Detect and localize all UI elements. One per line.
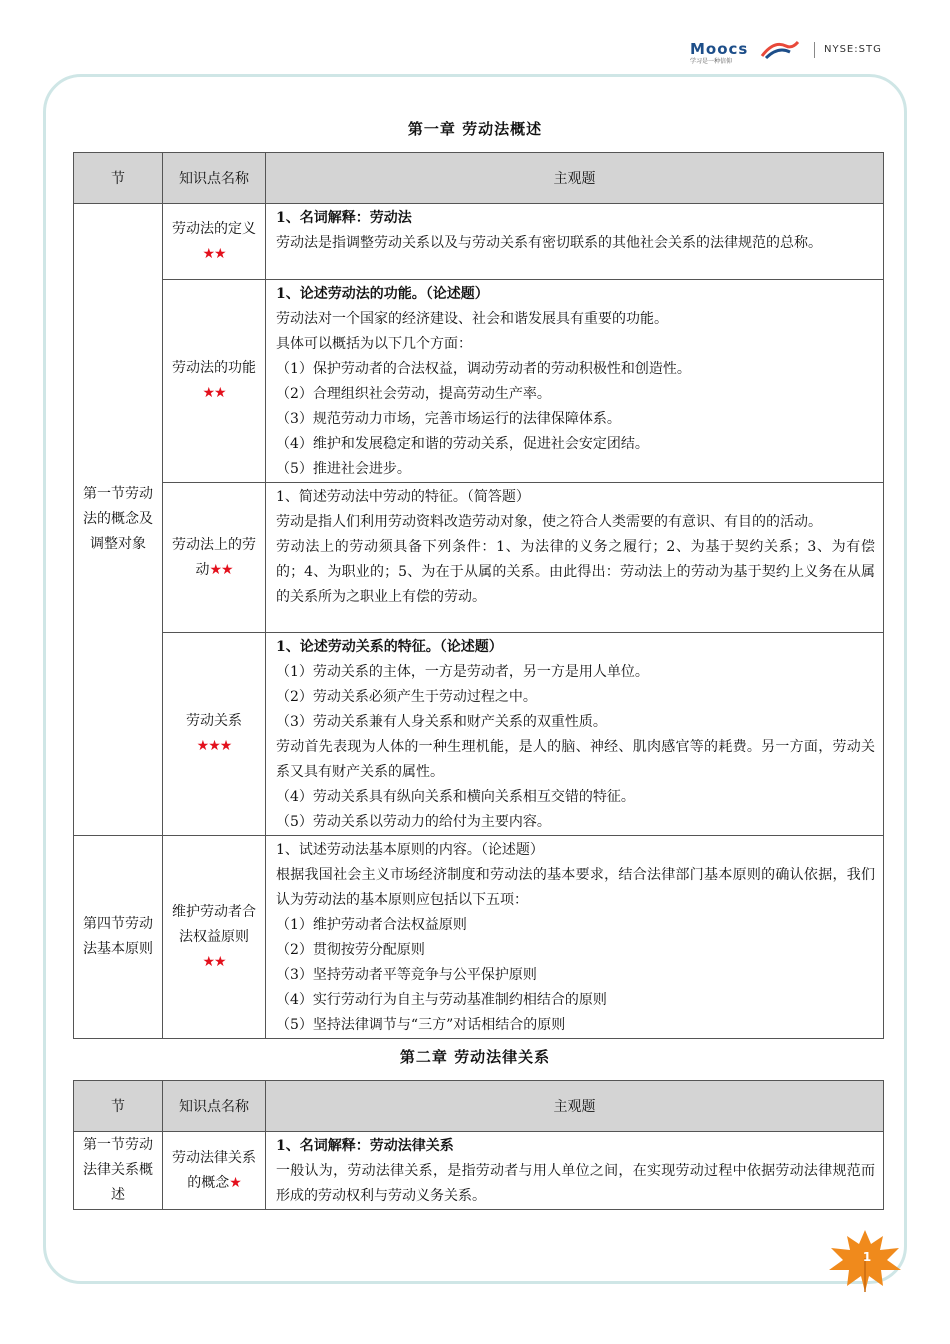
topic-name: 维护劳动者合法权益原则 bbox=[172, 903, 256, 945]
answer-line: 劳动法上的劳动须具备下列条件：1、为法律的义务之履行；2、为基于契约关系；3、为有偿的；4、为职业的；5、为在于从属的关系。由此得出：劳动法上的劳动为基于契约上义务在从属的关系所为之职业上有偿的劳动。 bbox=[276, 539, 875, 605]
page-number: 1 bbox=[862, 1250, 872, 1264]
topic-cell bbox=[163, 836, 266, 1039]
chapter-2-table bbox=[73, 1080, 884, 1210]
section-cell: 第四节劳动法基本原则 bbox=[74, 836, 163, 1039]
header-section: 节 bbox=[74, 1081, 163, 1132]
star-rating: ★★ bbox=[202, 953, 226, 970]
table-row bbox=[74, 204, 884, 280]
table-header-row bbox=[74, 1081, 884, 1132]
answer-line: （5）推进社会进步。 bbox=[276, 461, 411, 477]
answer-line: （3）劳动关系兼有人身关系和财产关系的双重性质。 bbox=[276, 714, 607, 730]
answer-line: （1）维护劳动者合法权益原则 bbox=[276, 917, 467, 933]
table-row bbox=[74, 280, 884, 483]
answer-line: （2）合理组织社会劳动，提高劳动生产率。 bbox=[276, 386, 551, 402]
page-header bbox=[690, 36, 910, 66]
answer-line: （5）劳动关系以劳动力的给付为主要内容。 bbox=[276, 814, 551, 830]
answer-line: 根据我国社会主义市场经济制度和劳动法的基本要求，结合法律部门基本原则的确认依据，我们认为劳动法的基本原则应包括以下五项： bbox=[276, 867, 875, 908]
answer-line: （2）贯彻按劳分配原则 bbox=[276, 942, 425, 958]
answer-line: （3）规范劳动力市场，完善市场运行的法律保障体系。 bbox=[276, 411, 621, 427]
question-line: 1、论述劳动法的功能。（论述题） bbox=[276, 286, 489, 302]
topic-name: 劳动法律关系的概念 bbox=[172, 1149, 256, 1191]
chapter-2-title: 第二章 劳动法律关系 bbox=[399, 1048, 551, 1066]
answer-line: 劳动首先表现为人体的一种生理机能，是人的脑、神经、肌肉感官等的耗费。另一方面，劳动关系又具有财产关系的属性。 bbox=[276, 739, 875, 780]
answer-cell bbox=[266, 836, 884, 1039]
header-subjective: 主观题 bbox=[266, 153, 884, 204]
answer-line: （4）维护和发展稳定和谐的劳动关系，促进社会安定团结。 bbox=[276, 436, 649, 452]
logo-swoosh-icon bbox=[760, 38, 800, 60]
answer-line: （3）坚持劳动者平等竞争与公平保护原则 bbox=[276, 967, 537, 983]
answer-cell bbox=[266, 204, 884, 280]
table-row bbox=[74, 836, 884, 1039]
topic-cell bbox=[163, 204, 266, 280]
answer-line: 劳动法对一个国家的经济建设、社会和谐发展具有重要的功能。 bbox=[276, 311, 668, 327]
star-rating: ★ bbox=[229, 1174, 241, 1191]
star-rating: ★★ bbox=[202, 245, 226, 262]
page-number-badge bbox=[825, 1228, 905, 1294]
answer-line: （1）保护劳动者的合法权益，调动劳动者的劳动积极性和创造性。 bbox=[276, 361, 691, 377]
answer-line: 劳动是指人们利用劳动资料改造劳动对象，使之符合人类需要的有意识、有目的的活动。 bbox=[276, 514, 822, 530]
header-subjective: 主观题 bbox=[266, 1081, 884, 1132]
header-knowledge-point: 知识点名称 bbox=[163, 1081, 266, 1132]
topic-cell bbox=[163, 633, 266, 836]
table-header-row bbox=[74, 153, 884, 204]
header-section: 节 bbox=[74, 153, 163, 204]
section-cell: 第一节劳动法的概念及调整对象 bbox=[74, 204, 163, 836]
table-row bbox=[74, 483, 884, 633]
answer-line: （4）劳动关系具有纵向关系和横向关系相互交错的特征。 bbox=[276, 789, 635, 805]
topic-name: 劳动法上的劳动 bbox=[172, 536, 256, 578]
chapter-1-table bbox=[73, 152, 884, 1039]
topic-cell bbox=[163, 1132, 266, 1210]
chapter-1-title: 第一章 劳动法概述 bbox=[407, 120, 543, 138]
question-line: 1、试述劳动法基本原则的内容。（论述题） bbox=[276, 842, 544, 858]
star-rating: ★★ bbox=[209, 561, 233, 578]
star-rating: ★★★ bbox=[196, 738, 232, 754]
answer-cell bbox=[266, 1132, 884, 1210]
brand-logo bbox=[690, 40, 802, 64]
section-cell: 第一节劳动法律关系概述 bbox=[74, 1132, 163, 1210]
table-row bbox=[74, 1132, 884, 1210]
logo-subtitle: 学习是一种信仰 bbox=[690, 58, 733, 65]
question-line: 1、简述劳动法中劳动的特征。（简答题） bbox=[276, 489, 530, 505]
topic-name: 劳动关系 bbox=[186, 713, 242, 729]
logo-text: Moocs bbox=[690, 40, 749, 58]
header-knowledge-point: 知识点名称 bbox=[163, 153, 266, 204]
answer-line: 劳动法是指调整劳动关系以及与劳动关系有密切联系的其他社会关系的法律规范的总称。 bbox=[276, 235, 822, 251]
topic-cell bbox=[163, 483, 266, 633]
answer-line: （2）劳动关系必须产生于劳动过程之中。 bbox=[276, 689, 537, 705]
answer-line: 一般认为，劳动法律关系，是指劳动者与用人单位之间，在实现劳动过程中依据劳动法律规范而形成的劳动权利与劳动义务关系。 bbox=[276, 1163, 875, 1204]
question-line: 1、名词解释：劳动法律关系 bbox=[276, 1138, 454, 1154]
star-rating: ★★ bbox=[202, 385, 226, 401]
table-row bbox=[74, 633, 884, 836]
answer-line: （1）劳动关系的主体，一方是劳动者，另一方是用人单位。 bbox=[276, 664, 649, 680]
header-divider bbox=[814, 42, 815, 58]
answer-line: （5）坚持法律调节与“三方”对话相结合的原则 bbox=[276, 1017, 566, 1033]
question-line: 1、名词解释：劳动法 bbox=[276, 210, 412, 226]
answer-line: 具体可以概括为以下几个方面： bbox=[276, 336, 472, 352]
answer-cell bbox=[266, 483, 884, 633]
topic-cell bbox=[163, 280, 266, 483]
stock-ticker: NYSE:STG bbox=[824, 44, 882, 55]
topic-name: 劳动法的定义 bbox=[172, 220, 256, 237]
answer-cell bbox=[266, 633, 884, 836]
answer-cell bbox=[266, 280, 884, 483]
topic-name: 劳动法的功能 bbox=[172, 360, 256, 376]
answer-line: （4）实行劳动行为自主与劳动基准制约相结合的原则 bbox=[276, 992, 607, 1008]
question-line: 1、论述劳动关系的特征。（论述题） bbox=[276, 639, 503, 655]
